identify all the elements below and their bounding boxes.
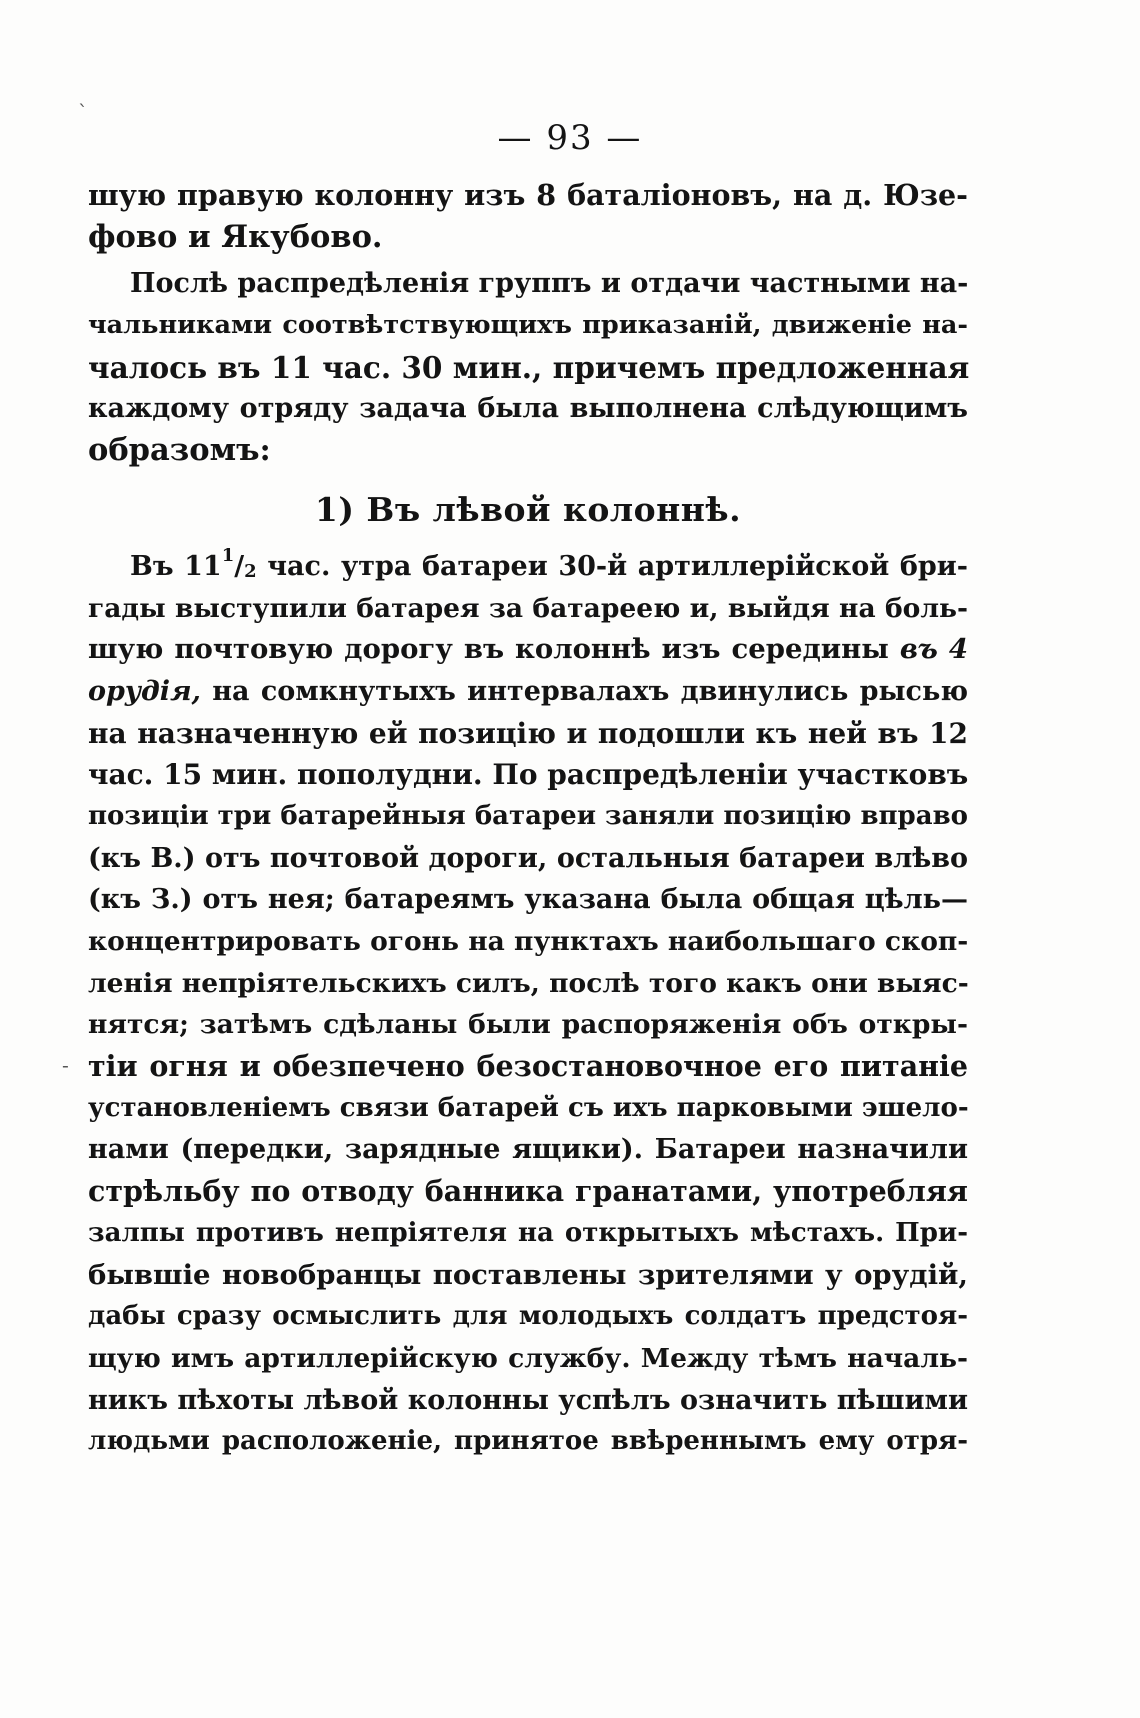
text-line: чальниками соотвѣтствующихъ приказаній, движеніе на- <box>88 310 968 341</box>
text-fragment: шую почтовую дорогу въ колоннѣ изъ середины <box>88 633 900 666</box>
text-line: чалось въ 11 час. 30 мин., причемъ предложенная <box>88 349 970 385</box>
text-line: стрѣльбу по отводу банника гранатами, употребляя <box>88 1174 968 1209</box>
text-line <box>88 546 968 588</box>
text-line: концентрировать огонь на пунктахъ наибольшаго скоп- <box>88 926 969 957</box>
text-fragment: Въ 11 <box>130 550 222 582</box>
text-line <box>88 671 968 713</box>
text-line: залпы противъ непріятеля на открытыхъ мѣстахъ. При- <box>88 1217 968 1248</box>
text-line: позиціи три батарейныя батареи заняли позицію вправо <box>88 800 968 831</box>
text-line: установленіемъ связи батарей съ ихъ парковыми эшело- <box>88 1092 969 1123</box>
text-line: ленія непріятельскихъ силъ, послѣ того какъ они выяс- <box>88 967 969 999</box>
text-line: дабы сразу осмыслить для молодыхъ солдатъ предстоя- <box>88 1301 968 1332</box>
text-line: (къ З.) отъ нея; батареямъ указана была общая цѣль— <box>88 884 968 916</box>
text-line: гады выступили батарея за батареею и, выйдя на боль- <box>88 592 968 624</box>
italic-fragment: орудія, <box>88 675 201 707</box>
fraction: $^1/_2$ <box>221 544 257 582</box>
body-text <box>88 175 968 1463</box>
text-line: (къ В.) отъ почтовой дороги, остальныя батареи влѣво <box>88 842 968 874</box>
text-line: фово и Якубово. <box>88 218 383 255</box>
italic-fragment: въ 4 <box>899 633 968 666</box>
text-line: никъ пѣхоты лѣвой колонны успѣлъ означить пѣшими <box>88 1384 968 1416</box>
text-line: каждому отряду задача была выполнена слѣдующимъ <box>88 393 968 425</box>
fraction-numerator: 1 <box>221 544 235 566</box>
page-number: — 93 — <box>497 118 643 158</box>
text-line: нятся; затѣмъ сдѣланы были распоряженія объ откры- <box>88 1009 968 1041</box>
text-line <box>88 629 968 671</box>
text-line: нами (передки, зарядные ящики). Батареи назначили <box>88 1134 968 1166</box>
section-heading: 1) Въ лѣвой колоннѣ. <box>314 489 742 529</box>
text-line: час. 15 мин. пополудни. По распредѣленіи участковъ <box>88 758 969 792</box>
text-line: на назначенную ей позицію и подошли къ ней въ 12 <box>88 716 968 750</box>
text-fragment: на сомкнутыхъ интервалахъ двинулись рысью <box>200 675 968 707</box>
text-line: образомъ: <box>88 432 271 469</box>
text-line: тіи огня и обезпечено безостановочное его питаніе <box>88 1049 968 1084</box>
scan-speck: ` <box>78 100 88 124</box>
text-line: людьми расположеніе, принятое ввѣреннымъ ему отря- <box>88 1426 968 1457</box>
text-line: Послѣ распредѣленія группъ и отдачи частными на- <box>130 268 969 300</box>
text-line: шую правую колонну изъ 8 баталіоновъ, на д. Юзе- <box>88 178 968 212</box>
text-fragment: час. утра батареи 30-й артиллерійской бри- <box>256 550 968 582</box>
fraction-denominator: 2 <box>244 560 257 582</box>
text-line: бывшіе новобранцы поставлены зрителями у орудій, <box>88 1258 968 1291</box>
text-line: щую имъ артиллерійскую службу. Между тѣмъ началь- <box>88 1342 968 1374</box>
scan-speck: - <box>62 1053 69 1077</box>
